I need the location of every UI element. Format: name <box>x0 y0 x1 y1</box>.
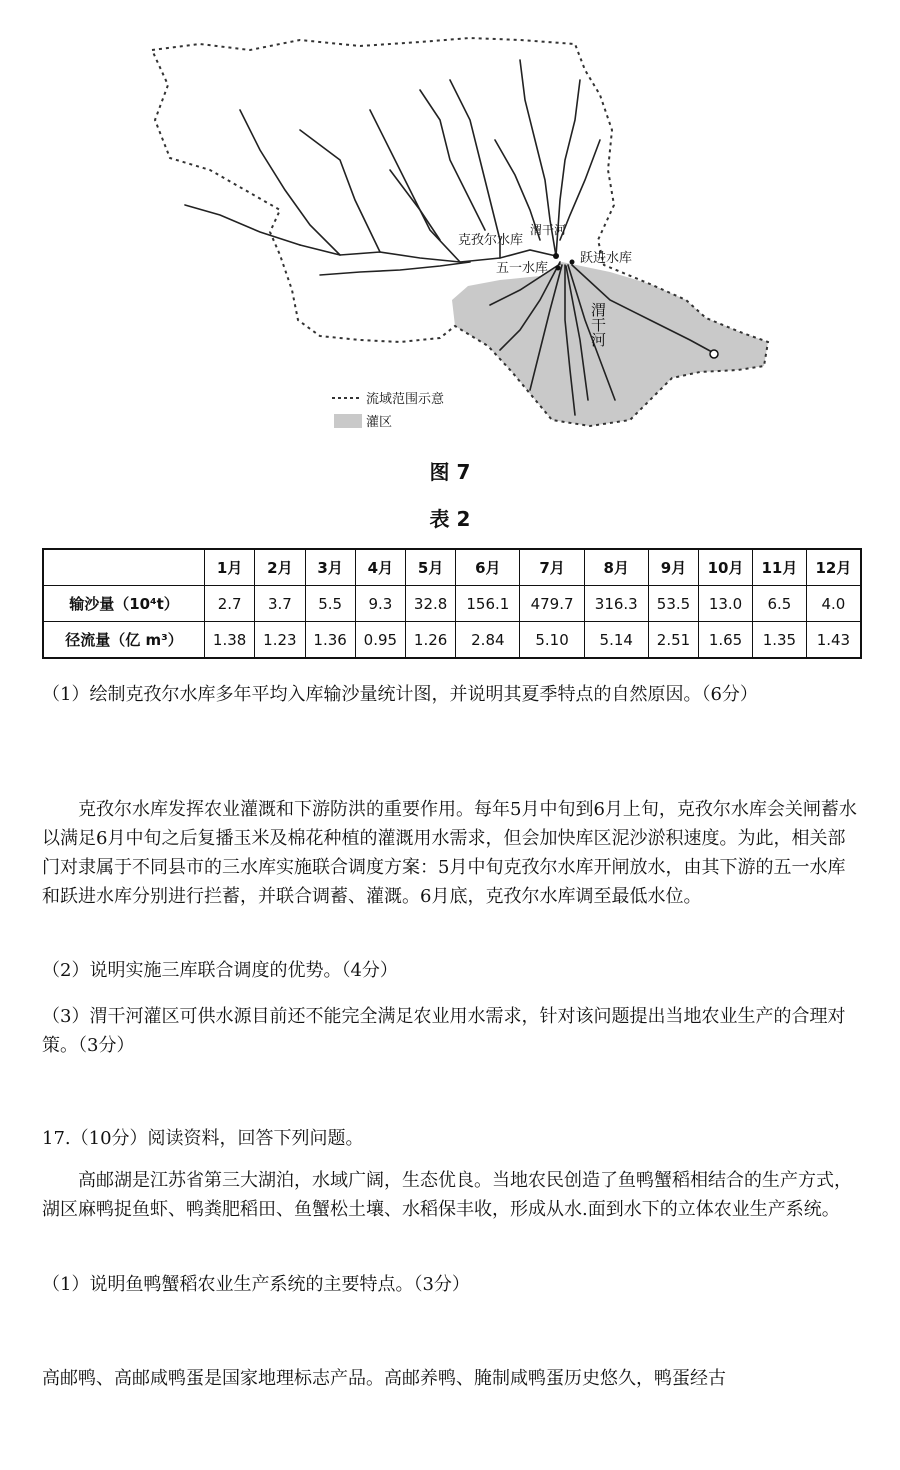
table-cell: 2.7 <box>205 586 255 622</box>
label-weigan-river-top: 渭干河 <box>530 223 567 237</box>
row-label-sediment: 输沙量（10⁴t） <box>43 586 205 622</box>
table-cell: 32.8 <box>406 586 456 622</box>
table-caption: 表 2 <box>429 507 471 531</box>
question-3: （3）渭干河灌区可供水源目前还不能完全满足农业用水需求，针对该问题提出当地农业生产的合理对策。（3分） <box>42 1006 846 1056</box>
question-17-1: （1）说明鱼鸭蟹稻农业生产系统的主要特点。（3分） <box>42 1274 470 1295</box>
wuyi-reservoir-marker <box>556 266 561 271</box>
month-header: 3月 <box>305 549 355 586</box>
month-header: 2月 <box>255 549 305 586</box>
kezier-reservoir-marker <box>553 253 559 259</box>
month-header: 12月 <box>806 549 861 586</box>
passage-reservoir: 克孜尔水库发挥农业灌溉和下游防洪的重要作用。每年5月中旬到6月上旬，克孜尔水库会关闸蓄水以满足6月中旬之后复播玉米及棉花种植的灌溉用水需求，但会加快库区泥沙淤积速度。为此，相关部门对隶属于不同县市的三水库实施联合调度方案：5月中旬克孜尔水库开闸放水，由其下游的五一水库和跃进水库分别进行拦蓄，并联合调蓄、灌溉。6月底，克孜尔水库调至最低水位。 <box>42 799 857 907</box>
legend-irrigation-label: 灌区 <box>366 415 393 430</box>
legend-boundary-label: 流域范围示意 <box>366 392 445 407</box>
table-cell: 3.7 <box>255 586 305 622</box>
table-cell: 1.43 <box>806 622 861 659</box>
table-cell: 5.14 <box>584 622 648 659</box>
table-cell: 156.1 <box>456 586 520 622</box>
yuejin-reservoir-marker <box>570 260 575 265</box>
label-yuejin-reservoir: 跃进水库 <box>580 251 633 266</box>
table-cell: 1.26 <box>406 622 456 659</box>
table-cell: 2.51 <box>648 622 698 659</box>
table-cell: 13.0 <box>699 586 753 622</box>
table-cell: 1.23 <box>255 622 305 659</box>
question-2: （2）说明实施三库联合调度的优势。（4分） <box>42 960 398 981</box>
table-cell: 53.5 <box>648 586 698 622</box>
table-cell: 316.3 <box>584 586 648 622</box>
table-cell: 479.7 <box>520 586 584 622</box>
question-17-title: 17.（10分）阅读资料，回答下列问题。 <box>42 1128 364 1149</box>
label-kezier-reservoir: 克孜尔水库 <box>458 233 524 248</box>
table-cell: 2.84 <box>456 622 520 659</box>
month-header: 4月 <box>355 549 405 586</box>
table-cell: 0.95 <box>355 622 405 659</box>
irrigation-area <box>452 262 768 426</box>
table-cell: 1.36 <box>305 622 355 659</box>
month-header: 9月 <box>648 549 698 586</box>
month-header: 10月 <box>699 549 753 586</box>
month-header: 5月 <box>406 549 456 586</box>
month-header: 1月 <box>205 549 255 586</box>
data-table <box>42 548 862 659</box>
row-label-runoff: 径流量（亿 m³） <box>43 622 205 659</box>
lake-marker <box>710 350 718 358</box>
month-header: 8月 <box>584 549 648 586</box>
label-weigan-river-vertical: 渭干河 <box>589 302 607 347</box>
month-header: 7月 <box>520 549 584 586</box>
table-cell: 4.0 <box>806 586 861 622</box>
table-corner-cell <box>43 549 205 586</box>
table-cell: 5.5 <box>305 586 355 622</box>
table-cell: 6.5 <box>752 586 806 622</box>
figure-caption: 图 7 <box>429 460 471 484</box>
table-cell: 1.38 <box>205 622 255 659</box>
label-wuyi-reservoir: 五一水库 <box>496 261 549 276</box>
table-cell: 1.65 <box>699 622 753 659</box>
legend-irrigation-swatch <box>334 414 362 428</box>
watershed-map <box>0 0 900 445</box>
table-cell: 1.35 <box>752 622 806 659</box>
table-header-row <box>43 549 861 586</box>
month-header: 6月 <box>456 549 520 586</box>
table-row-runoff <box>43 622 861 659</box>
table-cell: 5.10 <box>520 622 584 659</box>
table-cell: 9.3 <box>355 586 405 622</box>
month-header: 11月 <box>752 549 806 586</box>
question-1: （1）绘制克孜尔水库多年平均入库输沙量统计图，并说明其夏季特点的自然原因。（6分） <box>42 684 758 705</box>
table-row-sediment <box>43 586 861 622</box>
passage-gaoyou-lake: 高邮湖是江苏省第三大湖泊，水域广阔，生态优良。当地农民创造了鱼鸭蟹稻相结合的生产方式，湖区麻鸭捉鱼虾、鸭粪肥稻田、鱼蟹松土壤、水稻保丰收，形成从水.面到水下的立体农业生产系统。 <box>42 1170 852 1220</box>
passage-gaoyou-duck: 高邮鸭、高邮咸鸭蛋是国家地理标志产品。高邮养鸭、腌制咸鸭蛋历史悠久，鸭蛋经古 <box>42 1368 726 1389</box>
